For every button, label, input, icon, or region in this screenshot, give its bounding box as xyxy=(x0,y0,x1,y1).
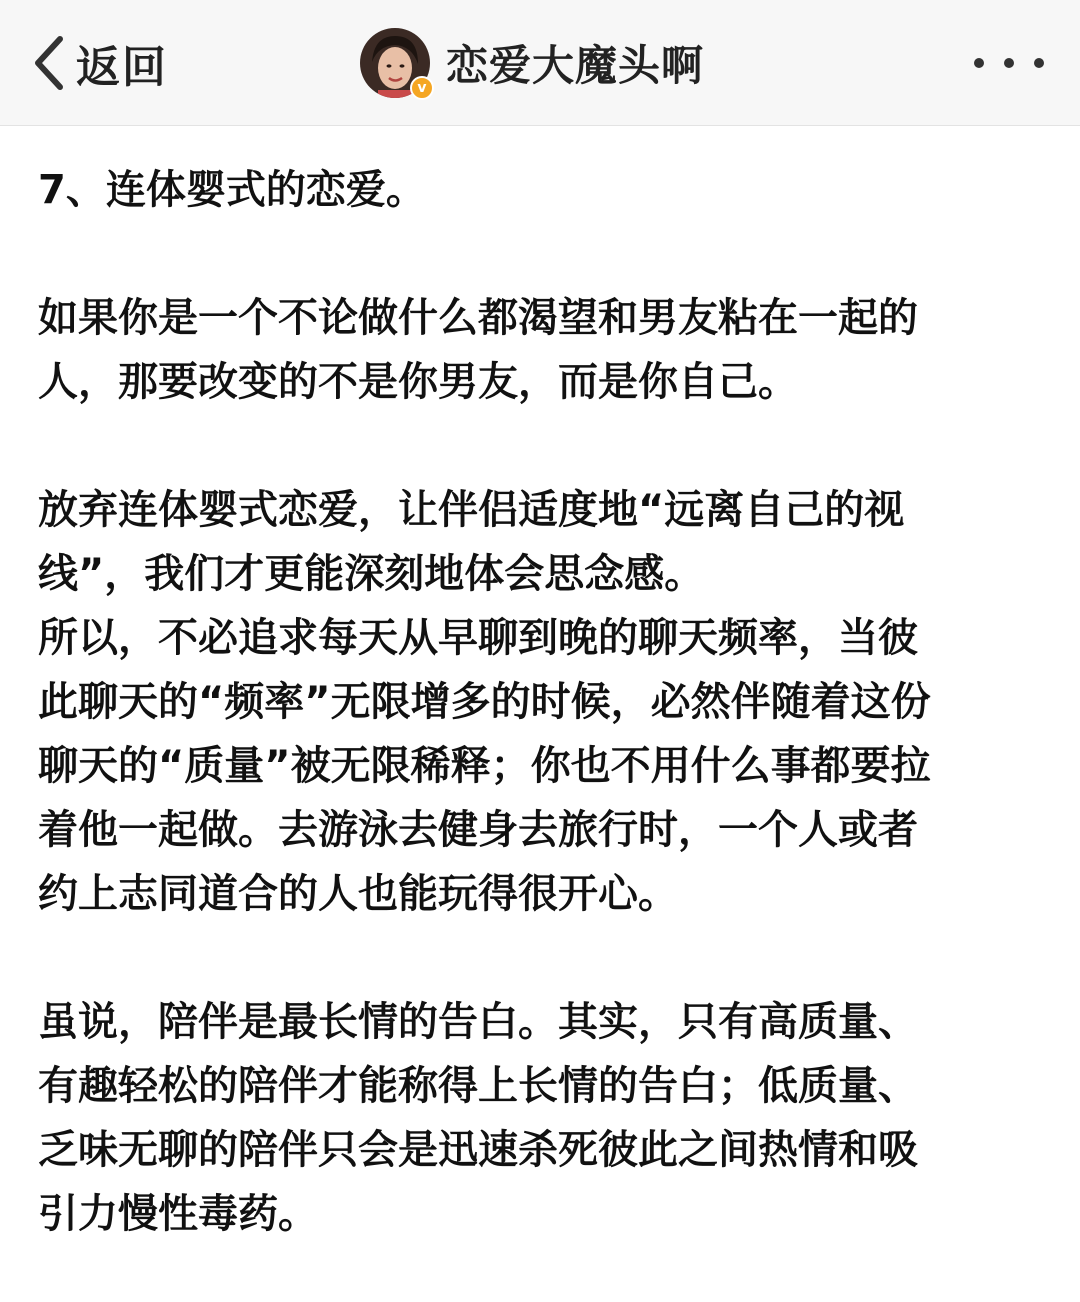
verified-badge-icon: v xyxy=(410,76,434,100)
paragraph-gap xyxy=(38,414,1048,478)
article-paragraph: 如果你是一个不论做什么都渴望和男友粘在一起的 人，那要改变的不是你男友，而是你自己。 xyxy=(38,295,918,405)
dot xyxy=(974,58,984,68)
article-body xyxy=(38,158,1048,1246)
article-paragraph: 所以，不必追求每天从早聊到晚的聊天频率，当彼 此聊天的“频率”无限增多的时候，必然伴随着这份 聊天的“质量”被无限稀释；你也不用什么事都要拉 着他一起做。去游泳去健身去旅行时，一个人或者 约上志同道合的人也能玩得很开心。 xyxy=(38,615,931,917)
author-name[interactable]: 恋爱大魔头啊 xyxy=(446,41,705,90)
article-paragraph: 虽说，陪伴是最长情的告白。其实，只有高质量、 有趣轻松的陪伴才能称得上长情的告白；低质量、 乏味无聊的陪伴只会是迅速杀死彼此之间热情和吸 引力慢性毒药。 xyxy=(38,999,918,1237)
back-button[interactable] xyxy=(30,30,168,96)
paragraph-gap xyxy=(38,926,1048,990)
dot xyxy=(1034,58,1044,68)
back-label: 返回 xyxy=(76,42,168,93)
article-paragraph: 放弃连体婴式恋爱，让伴侣适度地“远离自己的视 线”，我们才更能深刻地体会思念感。 xyxy=(38,487,905,597)
dot xyxy=(1004,58,1014,68)
more-options-icon[interactable] xyxy=(974,48,1044,78)
paragraph-gap xyxy=(38,222,1048,286)
article-heading: 7、连体婴式的恋爱。 xyxy=(38,167,426,213)
avatar[interactable] xyxy=(360,28,430,98)
author-profile[interactable] xyxy=(360,26,704,100)
top-navigation-bar xyxy=(0,0,1080,126)
chevron-left-icon xyxy=(30,33,66,93)
